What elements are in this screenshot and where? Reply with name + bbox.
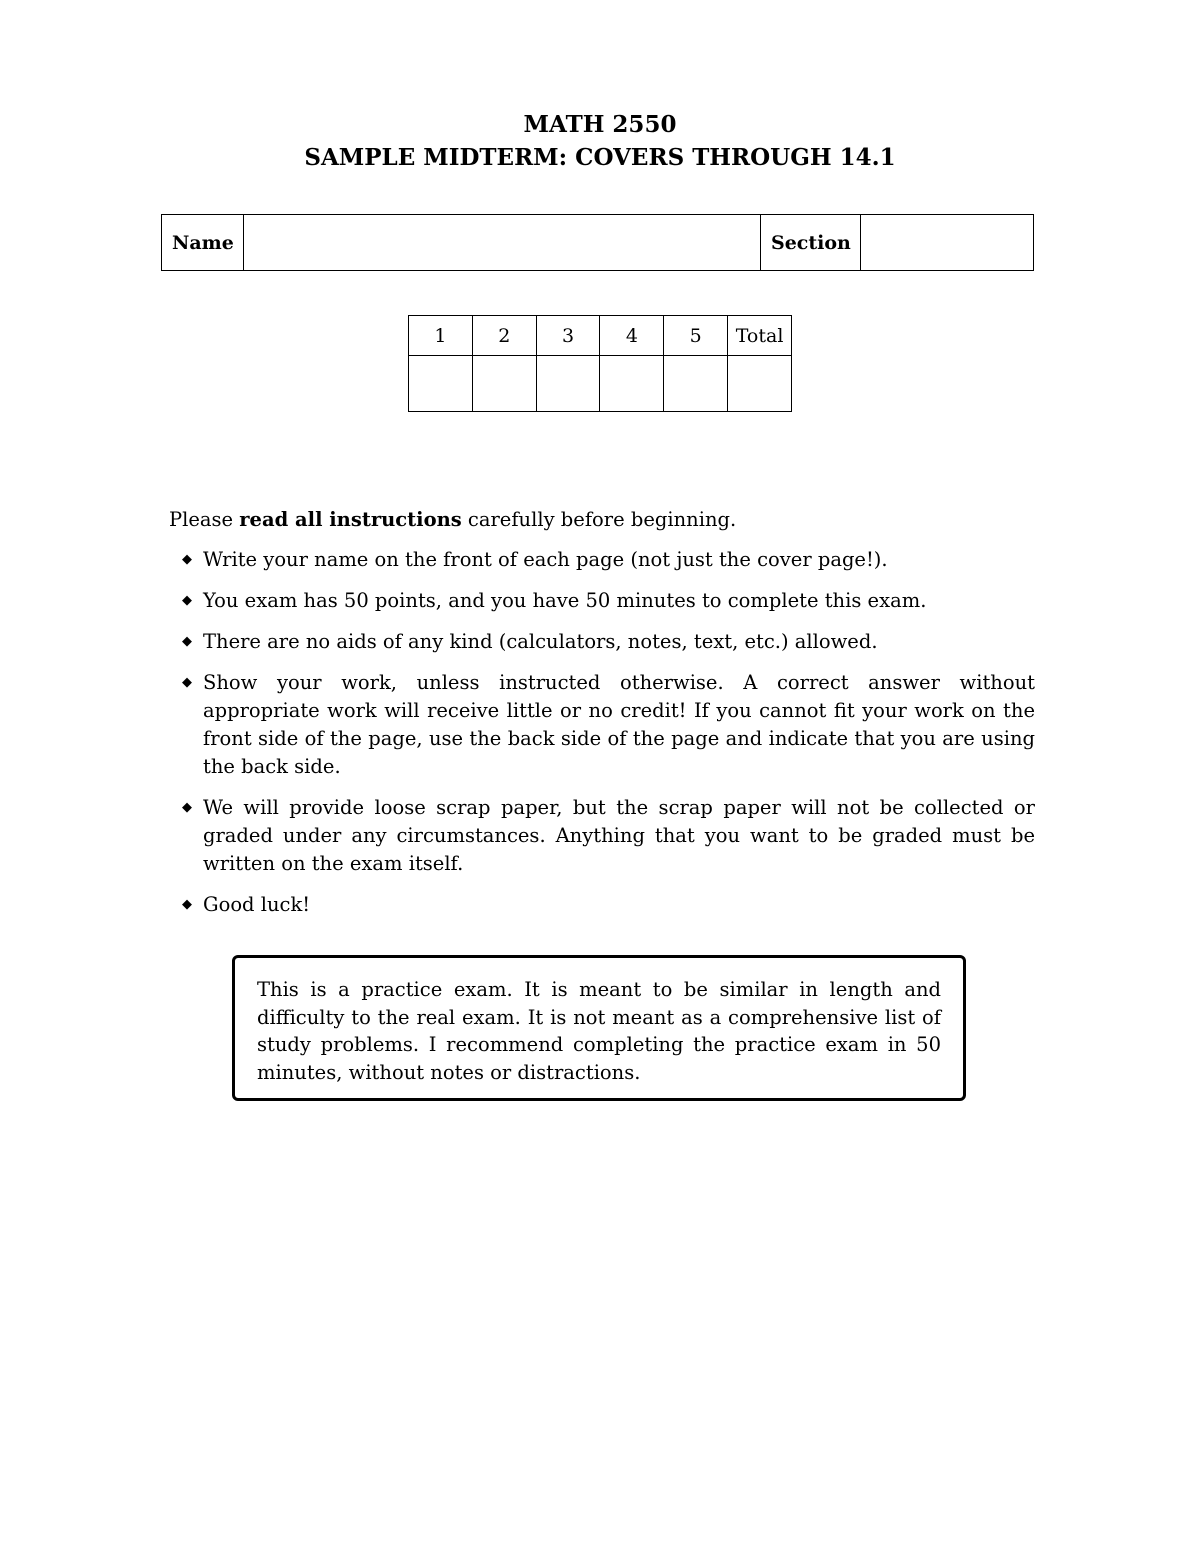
score-cell-4[interactable] (600, 356, 664, 412)
score-cell-5[interactable] (664, 356, 728, 412)
score-header-4: 4 (600, 316, 664, 356)
score-cell-1[interactable] (409, 356, 473, 412)
score-header-3: 3 (536, 316, 600, 356)
score-cell-total[interactable] (728, 356, 792, 412)
instruction-text: We will provide loose scrap paper, but the scrap paper will not be collected or graded under any circumstances. Anything that you want to be graded must be written on the exam itself. (203, 796, 1035, 875)
section-field[interactable] (861, 215, 1034, 271)
score-header-2: 2 (472, 316, 536, 356)
course-title: MATH 2550 (523, 111, 677, 138)
diamond-bullet-icon: ◆ (182, 634, 192, 649)
instruction-text: Show your work, unless instructed otherwise. A correct answer without appropriate work will receive little or no credit! If you cannot fit your work on the front side of the page, use the back side of the page and indicate that you are using the back side. (203, 671, 1035, 778)
score-header-5: 5 (664, 316, 728, 356)
diamond-bullet-icon: ◆ (182, 800, 192, 815)
instructions-intro (169, 506, 1035, 534)
instruction-item (169, 546, 1035, 574)
exam-subtitle: SAMPLE MIDTERM: COVERS THROUGH 14.1 (304, 144, 896, 171)
instructions-section (169, 506, 1035, 932)
instruction-item (169, 628, 1035, 656)
diamond-bullet-icon: ◆ (182, 675, 192, 690)
instruction-item (169, 669, 1035, 781)
practice-note-text: This is a practice exam. It is meant to be similar in length and difficulty to the real exam. It is not meant as a comprehensive list of study problems. I recommend completing the practice exam in 50 minutes, without notes or distractions. (257, 978, 941, 1084)
diamond-bullet-icon: ◆ (182, 593, 192, 608)
instruction-text: Good luck! (203, 893, 311, 916)
practice-exam-note (232, 955, 966, 1101)
instruction-item (169, 587, 1035, 615)
score-header-1: 1 (409, 316, 473, 356)
name-section-table (161, 214, 1034, 271)
score-table (408, 315, 792, 412)
instruction-text: You exam has 50 points, and you have 50 minutes to complete this exam. (203, 589, 927, 612)
name-label: Name (162, 215, 244, 271)
instruction-item (169, 891, 1035, 919)
diamond-bullet-icon: ◆ (182, 552, 192, 567)
intro-prefix: Please (169, 508, 240, 531)
instruction-item (169, 794, 1035, 878)
name-field[interactable] (244, 215, 761, 271)
instruction-text: Write your name on the front of each page (not just the cover page!). (203, 548, 888, 571)
score-header-total: Total (728, 316, 792, 356)
exam-title-block (0, 108, 1200, 174)
instruction-text: There are no aids of any kind (calculators, notes, text, etc.) allowed. (203, 630, 878, 653)
diamond-bullet-icon: ◆ (182, 897, 192, 912)
section-label: Section (761, 215, 861, 271)
intro-emphasis: read all instructions (239, 508, 462, 531)
intro-suffix: carefully before beginning. (461, 508, 737, 531)
score-cell-2[interactable] (472, 356, 536, 412)
score-cell-3[interactable] (536, 356, 600, 412)
instructions-list (169, 546, 1035, 919)
